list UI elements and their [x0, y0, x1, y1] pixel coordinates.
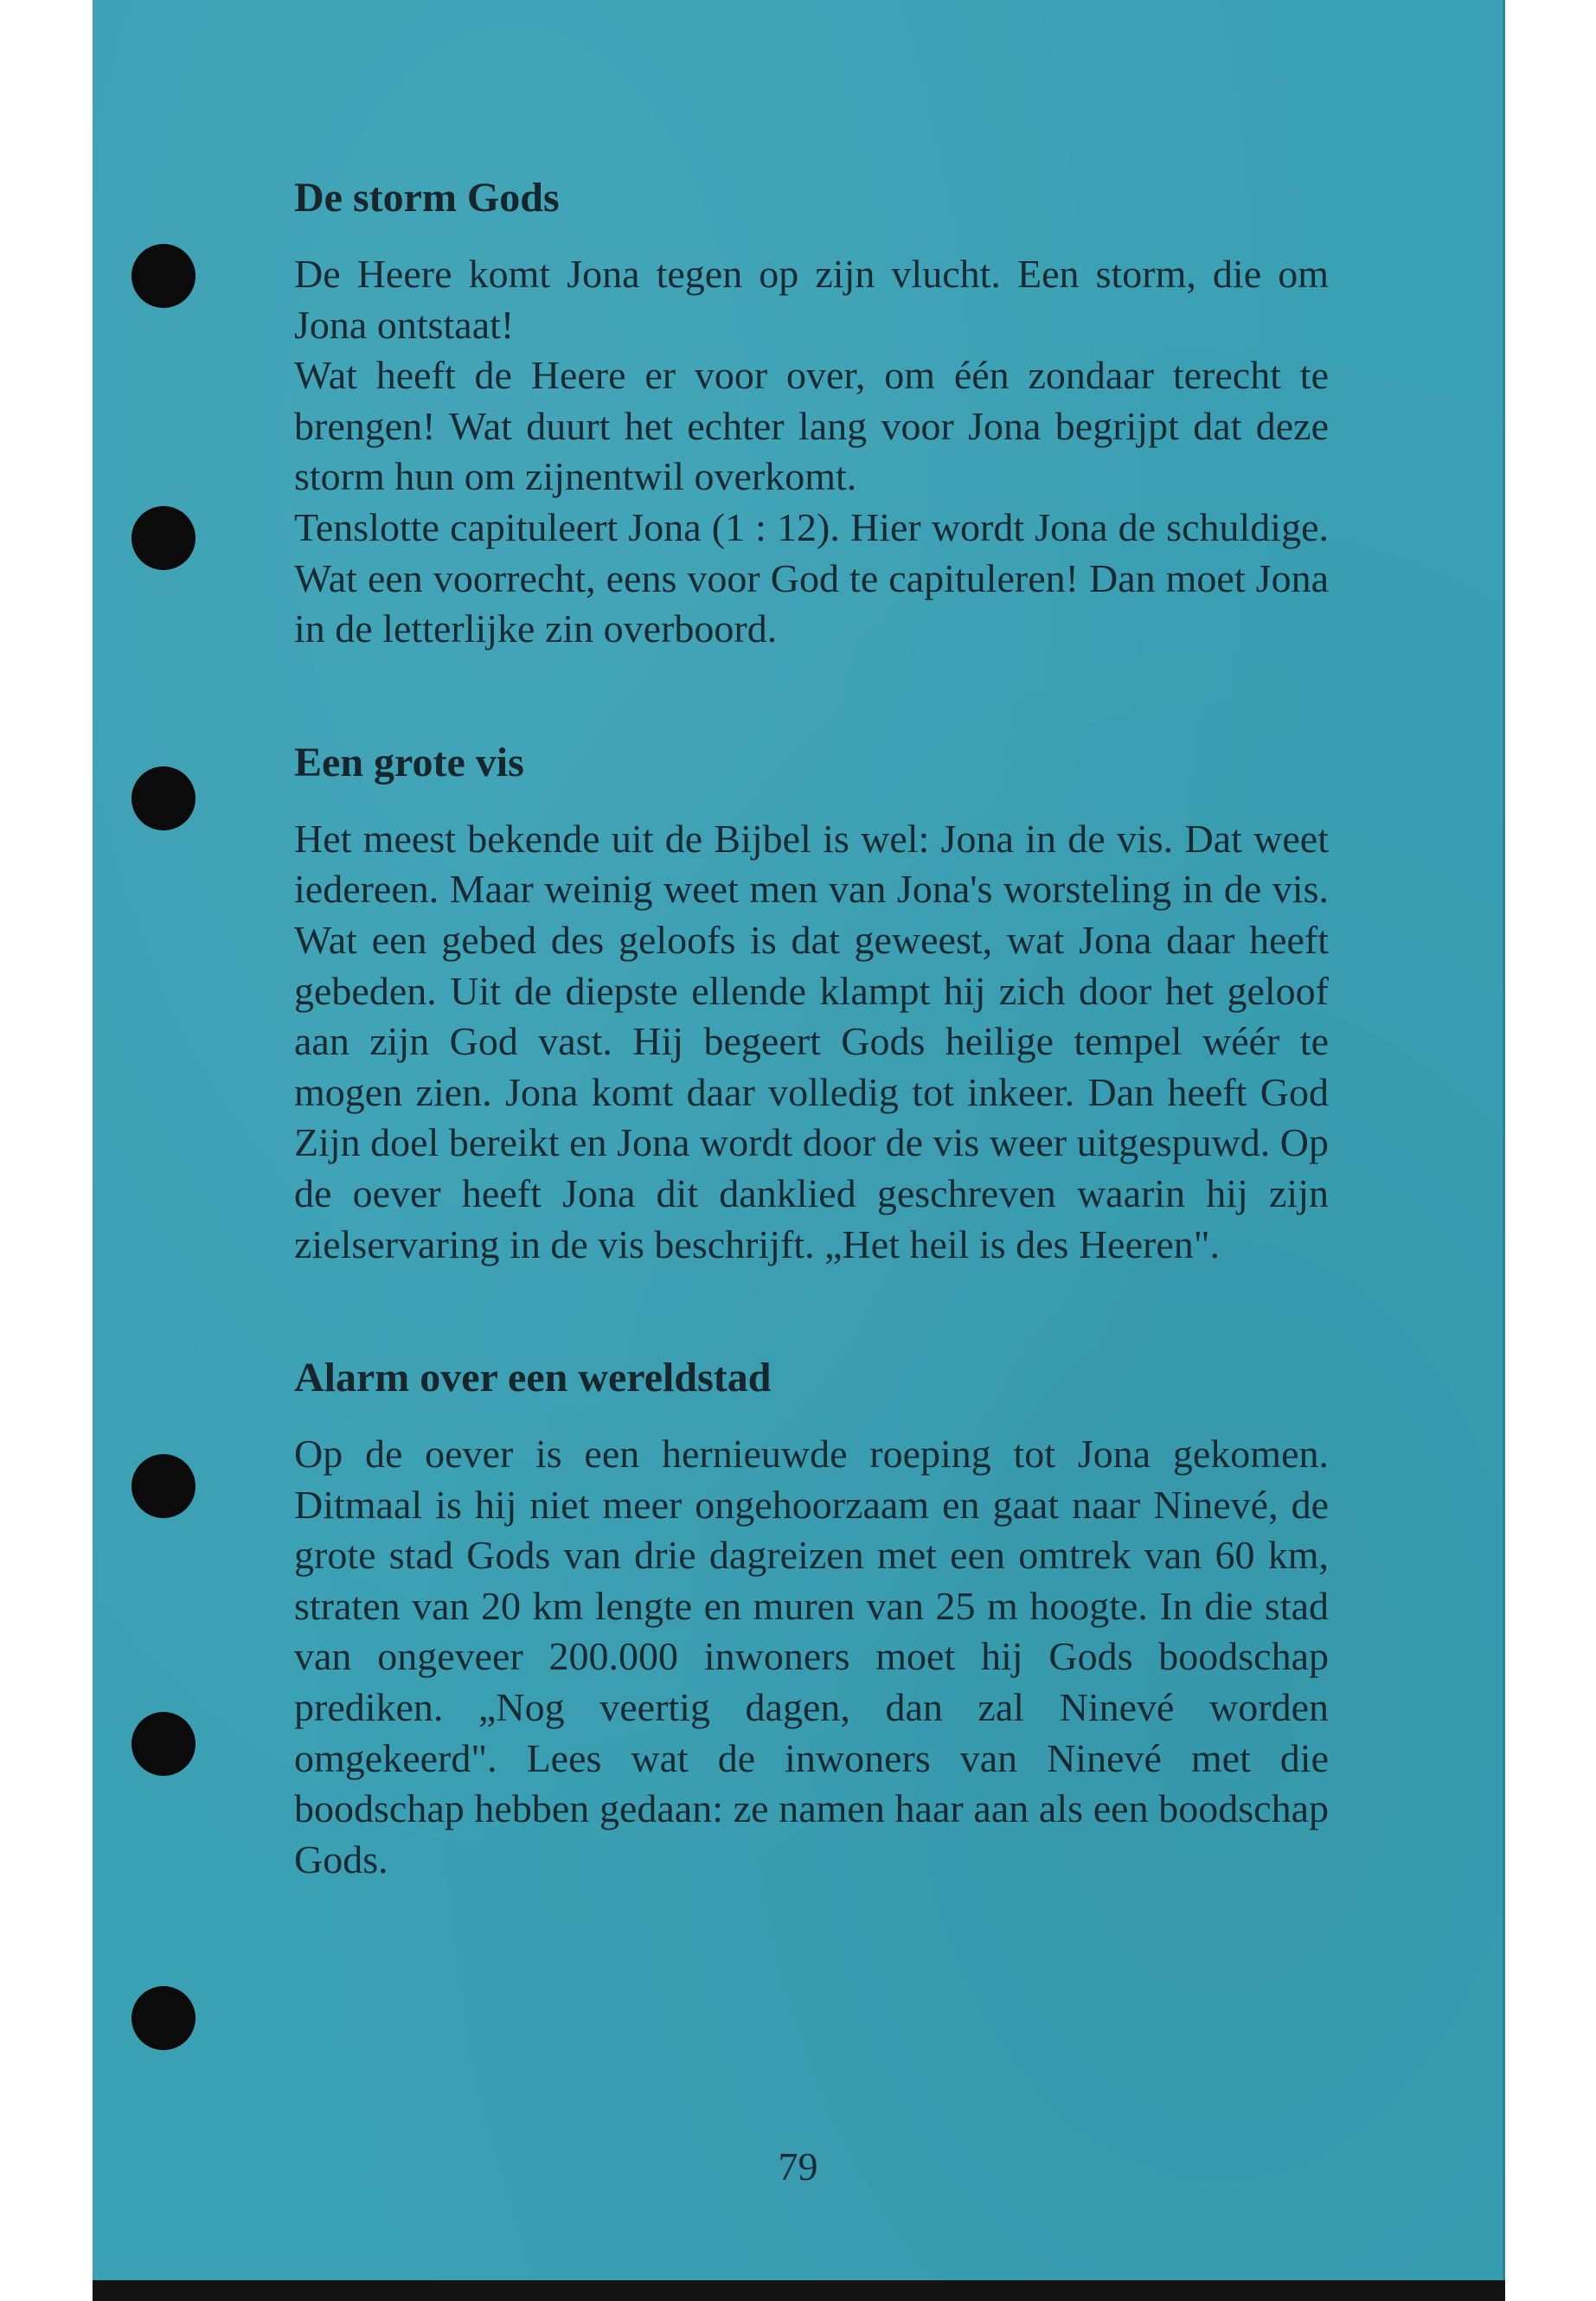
- paragraph: De Heere komt Jona tegen op zijn vlucht. Een storm, die om Jona ontstaat!: [294, 252, 1329, 347]
- binder-hole: [131, 506, 195, 570]
- binder-hole: [131, 1712, 195, 1776]
- section-grote-vis: [294, 738, 1329, 1270]
- section-title: De storm Gods: [294, 175, 560, 221]
- binder-hole: [131, 766, 195, 830]
- paragraph: Tenslotte capituleert Jona (1 : 12). Hier wordt Jona de schuldige. Wat een voorrecht, eens voor God te capituleren! Dan moet Jona in de letterlijke zin overboord.: [294, 504, 1329, 651]
- section-storm: [294, 173, 1329, 655]
- scan-bottom-edge: [93, 2280, 1505, 2301]
- binder-hole: [131, 244, 195, 308]
- page-number: 79: [778, 2144, 818, 2189]
- binder-hole: [131, 1454, 195, 1518]
- section-title: Een grote vis: [294, 739, 524, 785]
- section-wereldstad: [294, 1353, 1329, 1885]
- binder-hole: [131, 1986, 195, 2050]
- paragraph: Het meest bekende uit de Bijbel is wel: Jona in de vis. Dat weet iedereen. Maar weinig weet men van Jona's worsteling in de vis. Wat een gebed des geloofs is dat geweest, wat Jona daar heeft gebeden. Uit de diepste ellende klampt hij zich door het geloof aan zijn God vast. Hij begeert Gods heilige tempel wéér te mogen zien. Jona komt daar volledig tot inkeer. Dan heeft God Zijn doel bereikt en Jona wordt door de vis weer uitgespuwd. Op de oever heeft Jona dit danklied geschreven waarin hij zijn zielservaring in de vis beschrijft. „Het heil is des Heeren".: [294, 816, 1329, 1266]
- paragraph: Wat heeft de Heere er voor over, om één zondaar terecht te brengen! Wat duurt het echter lang voor Jona begrijpt dat deze storm hun om zijnentwil overkomt.: [294, 353, 1329, 499]
- section-title: Alarm over een wereldstad: [294, 1355, 772, 1401]
- paragraph: Op de oever is een hernieuwde roeping tot Jona gekomen. Ditmaal is hij niet meer ongehoorzaam en gaat naar Ninevé, de grote stad Gods van drie dagreizen met een omtrek van 60 km, straten van 20 km lengte en muren van 25 m hoogte. In die stad van ongeveer 200.000 inwoners moet hij Gods boodschap prediken. „Nog veertig dagen, dan zal Ninevé worden omgekeerd". Lees wat de inwoners van Ninevé met die boodschap hebben gedaan: ze namen haar aan als een boodschap Gods.: [294, 1432, 1329, 1881]
- page-content: [294, 173, 1329, 1968]
